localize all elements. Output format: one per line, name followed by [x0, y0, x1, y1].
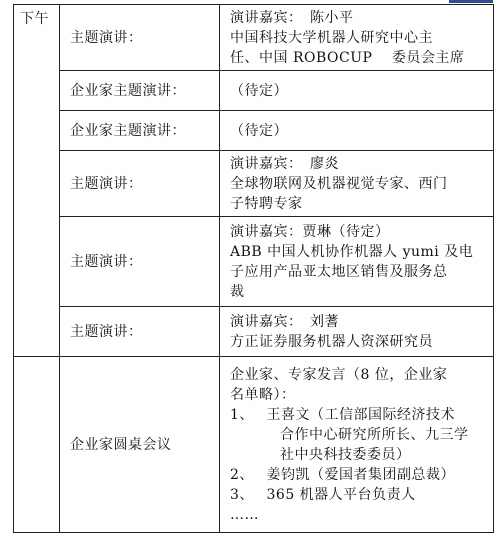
list-number: 1、: [230, 406, 254, 423]
list-number: 3、: [230, 486, 254, 503]
agenda-row: [14, 111, 494, 151]
detail-line: 任、中国 ROBOCUP 委员会主席: [230, 49, 465, 66]
row-detail: [220, 217, 494, 307]
detail-line: 裁: [230, 283, 245, 300]
row-detail: [220, 151, 494, 217]
roundtable-detail: [220, 357, 494, 533]
roundtable-intro-line: 企业家、专家发言（8 位，企业家: [230, 366, 448, 383]
speaker-list-item: [230, 465, 487, 485]
period-cell-empty: [14, 357, 60, 533]
detail-line: 演讲嘉宾： 廖炎: [230, 155, 339, 172]
list-text: [252, 485, 487, 505]
row-detail: [220, 71, 494, 111]
list-number: 2、: [230, 466, 254, 483]
list-line: 姜钧凯（爱国者集团副总裁）: [252, 466, 455, 483]
row-label: 主题演讲：: [60, 217, 220, 307]
list-line: 王喜文（工信部国际经济技术: [252, 406, 455, 423]
ellipsis: ……: [230, 506, 259, 523]
row-detail: [220, 5, 494, 71]
list-text: [252, 465, 487, 485]
agenda-row: [14, 71, 494, 111]
speaker-list-item: [230, 405, 487, 465]
row-label: 企业家主题演讲：: [60, 111, 220, 151]
speaker-list-item: [230, 485, 487, 505]
detail-line: （待定）: [230, 82, 288, 99]
row-label: 主题演讲：: [60, 151, 220, 217]
list-line: 合作中心研究所所长、九三学: [280, 426, 469, 443]
period-cell: [14, 5, 60, 357]
detail-line: 中国科技大学机器人研究中心主: [230, 29, 433, 46]
detail-line: 演讲嘉宾： 刘蓍: [230, 313, 339, 330]
roundtable-intro-line: 名单略）：: [230, 386, 296, 403]
detail-line: ABB 中国人机协作机器人 yumi 及电: [230, 243, 474, 260]
detail-line: 方正证券服务机器人资深研究员: [230, 333, 433, 350]
list-text: [252, 405, 487, 465]
list-line: 社中央科技委委员）: [280, 446, 411, 463]
agenda-row: [14, 151, 494, 217]
roundtable-row: [14, 357, 494, 533]
agenda-row: [14, 217, 494, 307]
row-label: 主题演讲：: [60, 307, 220, 357]
list-line: 365 机器人平台负责人: [252, 486, 416, 503]
detail-line: 演讲嘉宾： 陈小平: [230, 9, 354, 26]
agenda-row: [14, 5, 494, 71]
row-label: 企业家主题演讲：: [60, 71, 220, 111]
roundtable-label: 企业家圆桌会议: [60, 357, 220, 533]
detail-line: 全球物联网及机器视觉专家、西门: [230, 175, 448, 192]
detail-line: （待定）: [230, 122, 288, 139]
row-detail: [220, 307, 494, 357]
row-detail: [220, 111, 494, 151]
agenda-row: [14, 307, 494, 357]
detail-line: 子特聘专家: [230, 195, 303, 212]
agenda-table: [13, 4, 494, 533]
detail-line: 子应用产品亚太地区销售及服务总: [230, 263, 448, 280]
top-accent-bar: [449, 0, 493, 3]
detail-line: 演讲嘉宾：贾琳（待定）: [230, 223, 390, 240]
period-label: 下午: [20, 11, 49, 27]
row-label: 主题演讲：: [60, 5, 220, 71]
